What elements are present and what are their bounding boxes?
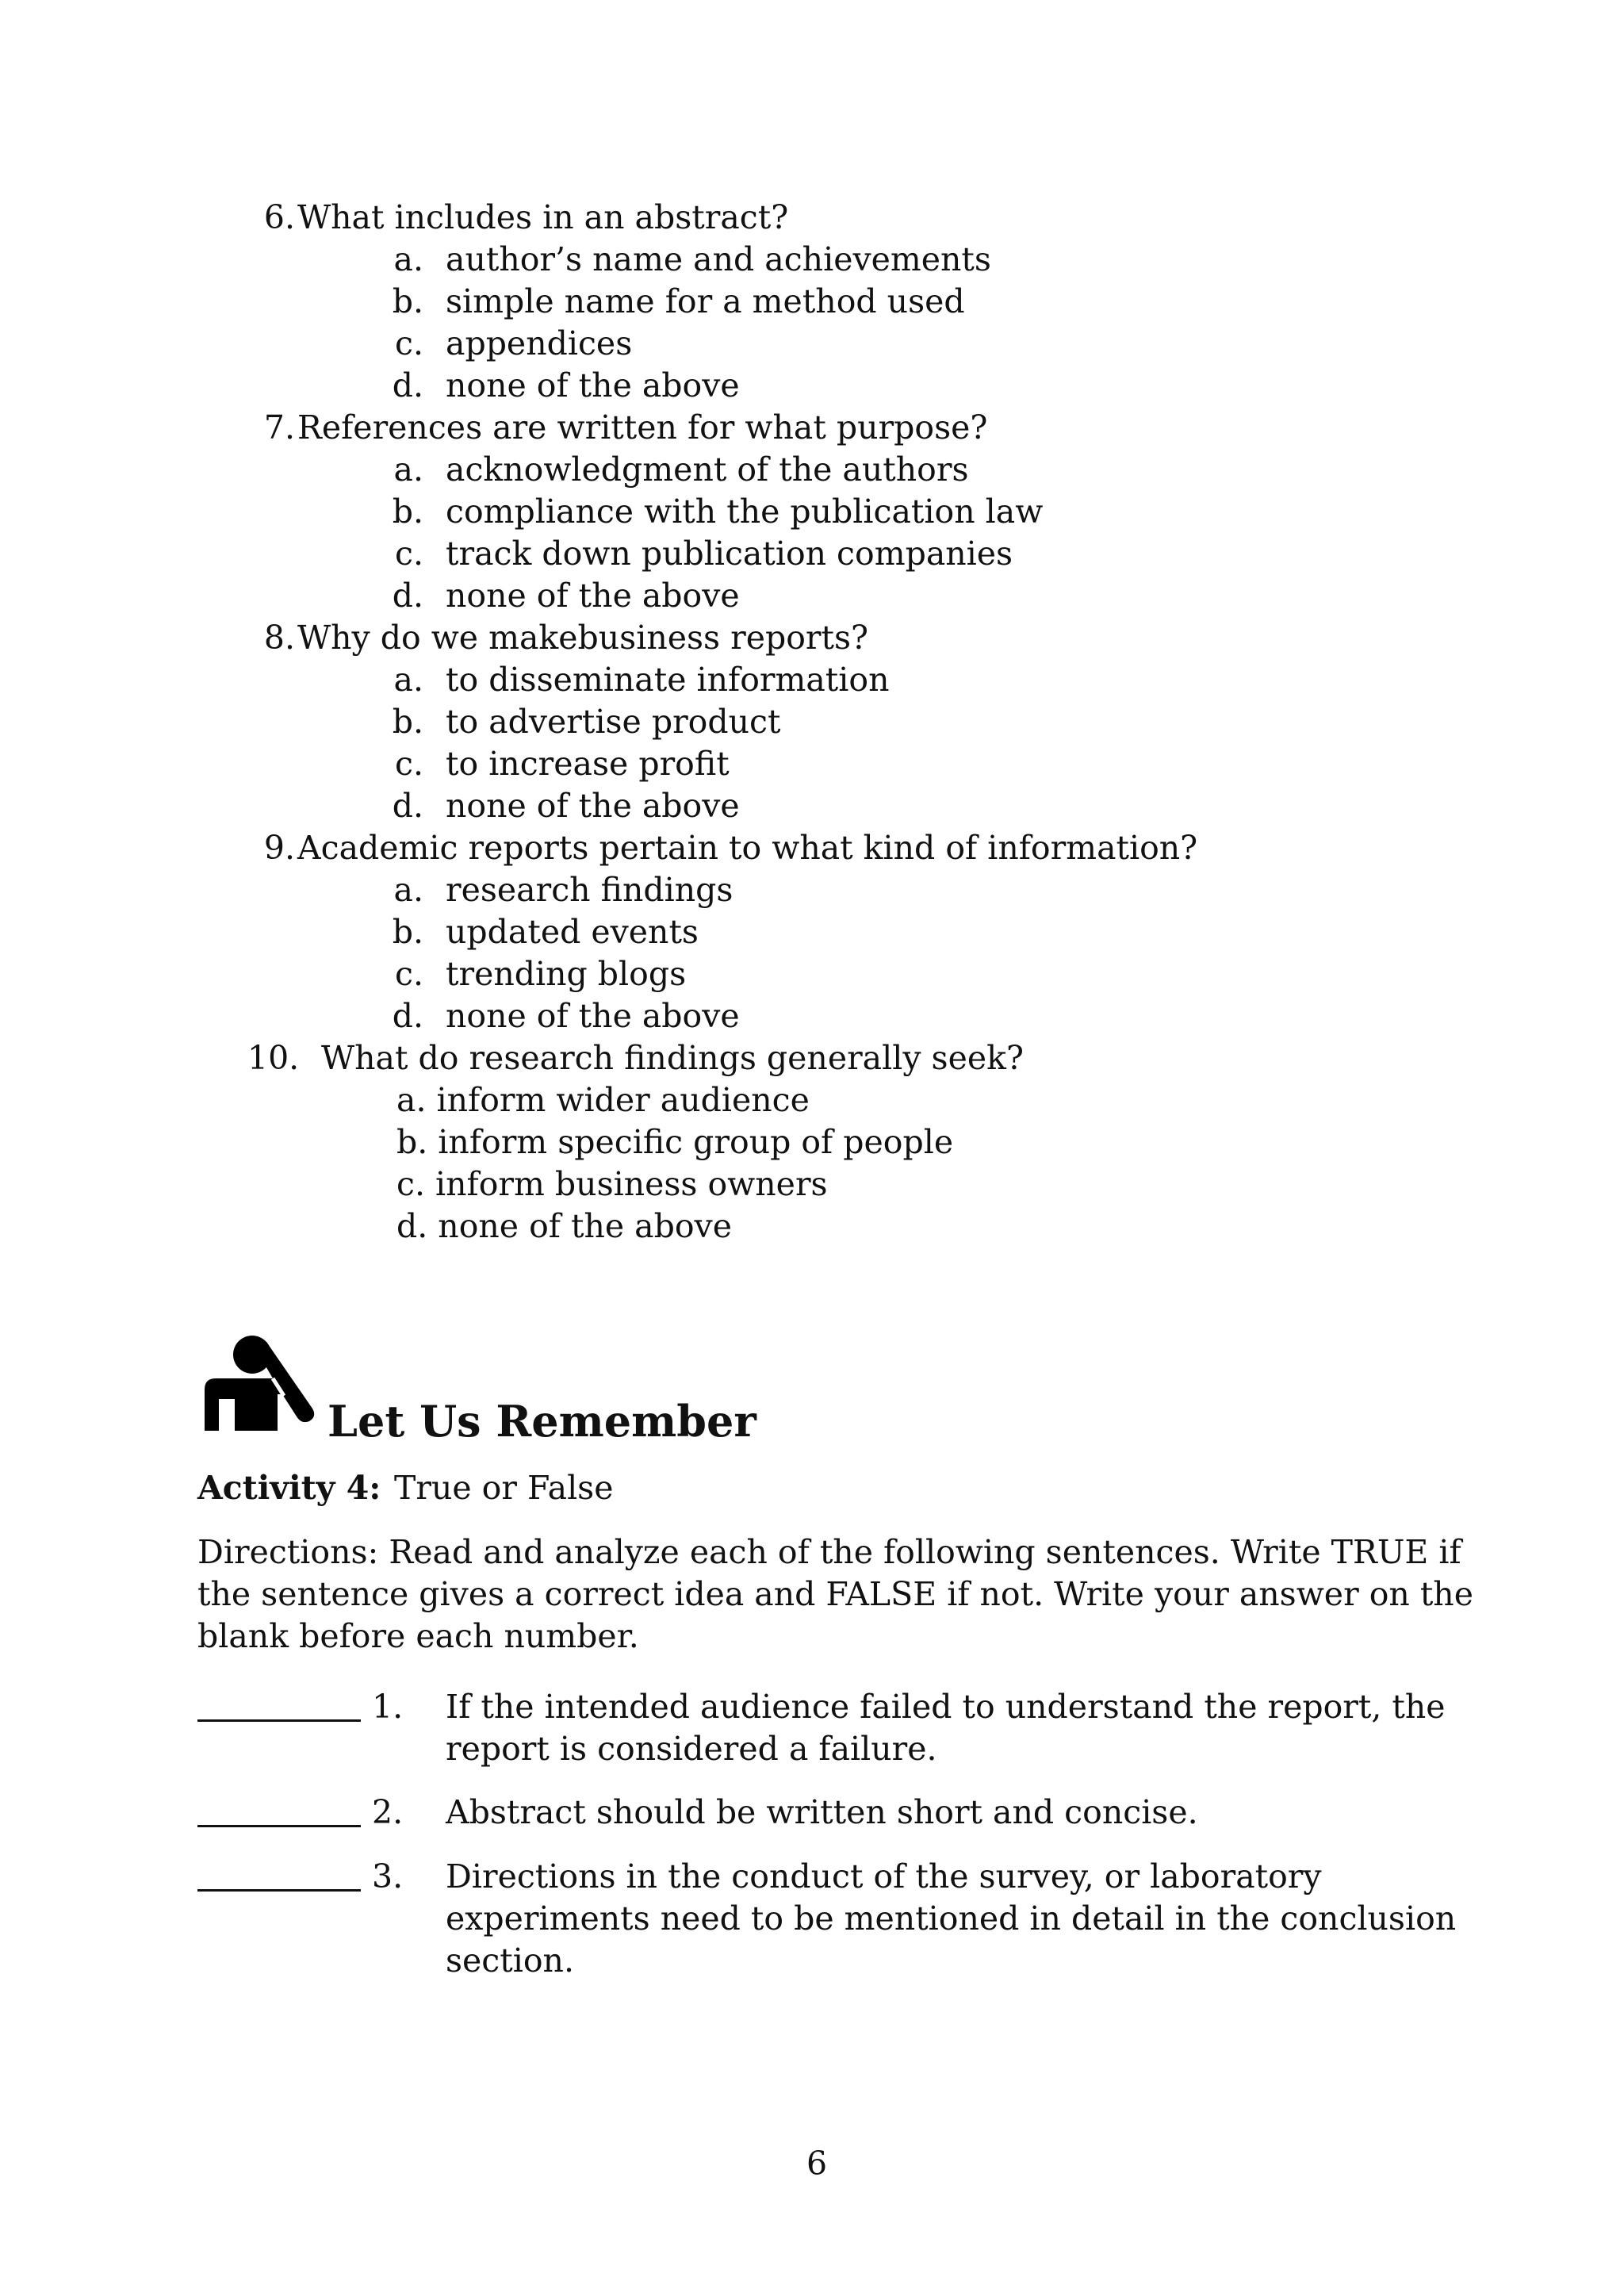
- option-10b-text: b. inform specific group of people: [396, 1123, 954, 1161]
- activity-name: True or False: [394, 1469, 614, 1507]
- option-6b-text: simple name for a method used: [446, 282, 965, 320]
- option-10c-text: c. inform business owners: [396, 1165, 828, 1203]
- directions-line-2: the sentence gives a correct idea and FALSE if not. Write your answer on the: [197, 1575, 1473, 1613]
- option-8c-text: to increase profit: [446, 745, 730, 783]
- option-7a-letter: a.: [393, 450, 423, 489]
- option-8a-letter: a.: [393, 661, 423, 699]
- option-6c-letter: c.: [395, 324, 423, 362]
- option-8b-letter: b.: [392, 703, 423, 741]
- option-6a-text: author’s name and achievements: [446, 240, 991, 278]
- item-3-line-2: experiments need to be mentioned in detail in the conclusion: [446, 1899, 1457, 1938]
- activity-label: Activity 4:: [197, 1469, 381, 1507]
- option-8d-letter: d.: [392, 787, 423, 825]
- option-9d-text: none of the above: [446, 997, 740, 1035]
- question-10-number: 10.: [247, 1039, 300, 1077]
- option-9b-text: updated events: [446, 913, 699, 951]
- option-7a-text: acknowledgment of the authors: [446, 450, 969, 489]
- option-9c-text: trending blogs: [446, 955, 687, 993]
- answer-blank-2[interactable]: [197, 1825, 361, 1827]
- option-8b-text: to advertise product: [446, 703, 781, 741]
- item-3-line-1: Directions in the conduct of the survey, or laboratory: [446, 1857, 1322, 1895]
- option-6b-letter: b.: [392, 282, 423, 320]
- option-7b-text: compliance with the publication law: [446, 493, 1044, 531]
- option-8a-text: to disseminate information: [446, 661, 890, 699]
- option-6d-letter: d.: [392, 366, 423, 404]
- answer-blank-3[interactable]: [197, 1889, 361, 1892]
- option-6c-text: appendices: [446, 324, 633, 362]
- item-1-number: 1.: [372, 1688, 404, 1726]
- option-10a-text: a. inform wider audience: [396, 1081, 810, 1119]
- option-6a-letter: a.: [393, 240, 423, 278]
- option-7c-letter: c.: [395, 535, 423, 573]
- option-8c-letter: c.: [395, 745, 423, 783]
- option-10d-text: d. none of the above: [396, 1207, 732, 1245]
- item-2-line-1: Abstract should be written short and concise.: [446, 1793, 1198, 1831]
- directions-line-1: Directions: Read and analyze each of the following sentences. Write TRUE if: [197, 1533, 1461, 1571]
- item-1-line-1: If the intended audience failed to understand the report, the: [446, 1688, 1446, 1726]
- section-title: Let Us Remember: [327, 1396, 756, 1447]
- option-7c-text: track down publication companies: [446, 535, 1013, 573]
- question-7-text: References are written for what purpose?: [297, 408, 988, 447]
- answer-blank-1[interactable]: [197, 1719, 361, 1722]
- page-number: 6: [806, 2145, 828, 2183]
- option-7b-letter: b.: [392, 493, 423, 531]
- option-6d-text: none of the above: [446, 366, 740, 404]
- item-1-line-2: report is considered a failure.: [446, 1730, 937, 1768]
- item-3-number: 3.: [372, 1857, 404, 1895]
- directions-line-3: blank before each number.: [197, 1617, 639, 1655]
- question-6-text: What includes in an abstract?: [297, 198, 789, 236]
- question-10-text: What do research findings generally seek?: [321, 1039, 1024, 1077]
- person-thinking-icon: [200, 1332, 319, 1434]
- option-9a-text: research findings: [446, 871, 733, 909]
- option-9b-letter: b.: [392, 913, 423, 951]
- question-9-number: 9.: [263, 829, 295, 867]
- option-9c-letter: c.: [395, 955, 423, 993]
- item-3-line-3: section.: [446, 1941, 574, 1980]
- option-7d-letter: d.: [392, 577, 423, 615]
- option-9d-letter: d.: [392, 997, 423, 1035]
- item-2-number: 2.: [372, 1793, 404, 1831]
- option-7d-text: none of the above: [446, 577, 740, 615]
- question-9-text: Academic reports pertain to what kind of information?: [297, 829, 1198, 867]
- option-8d-text: none of the above: [446, 787, 740, 825]
- option-9a-letter: a.: [393, 871, 423, 909]
- question-6-number: 6.: [263, 198, 295, 236]
- question-8-text: Why do we makebusiness reports?: [297, 619, 869, 657]
- question-8-number: 8.: [263, 619, 295, 657]
- question-7-number: 7.: [263, 408, 295, 447]
